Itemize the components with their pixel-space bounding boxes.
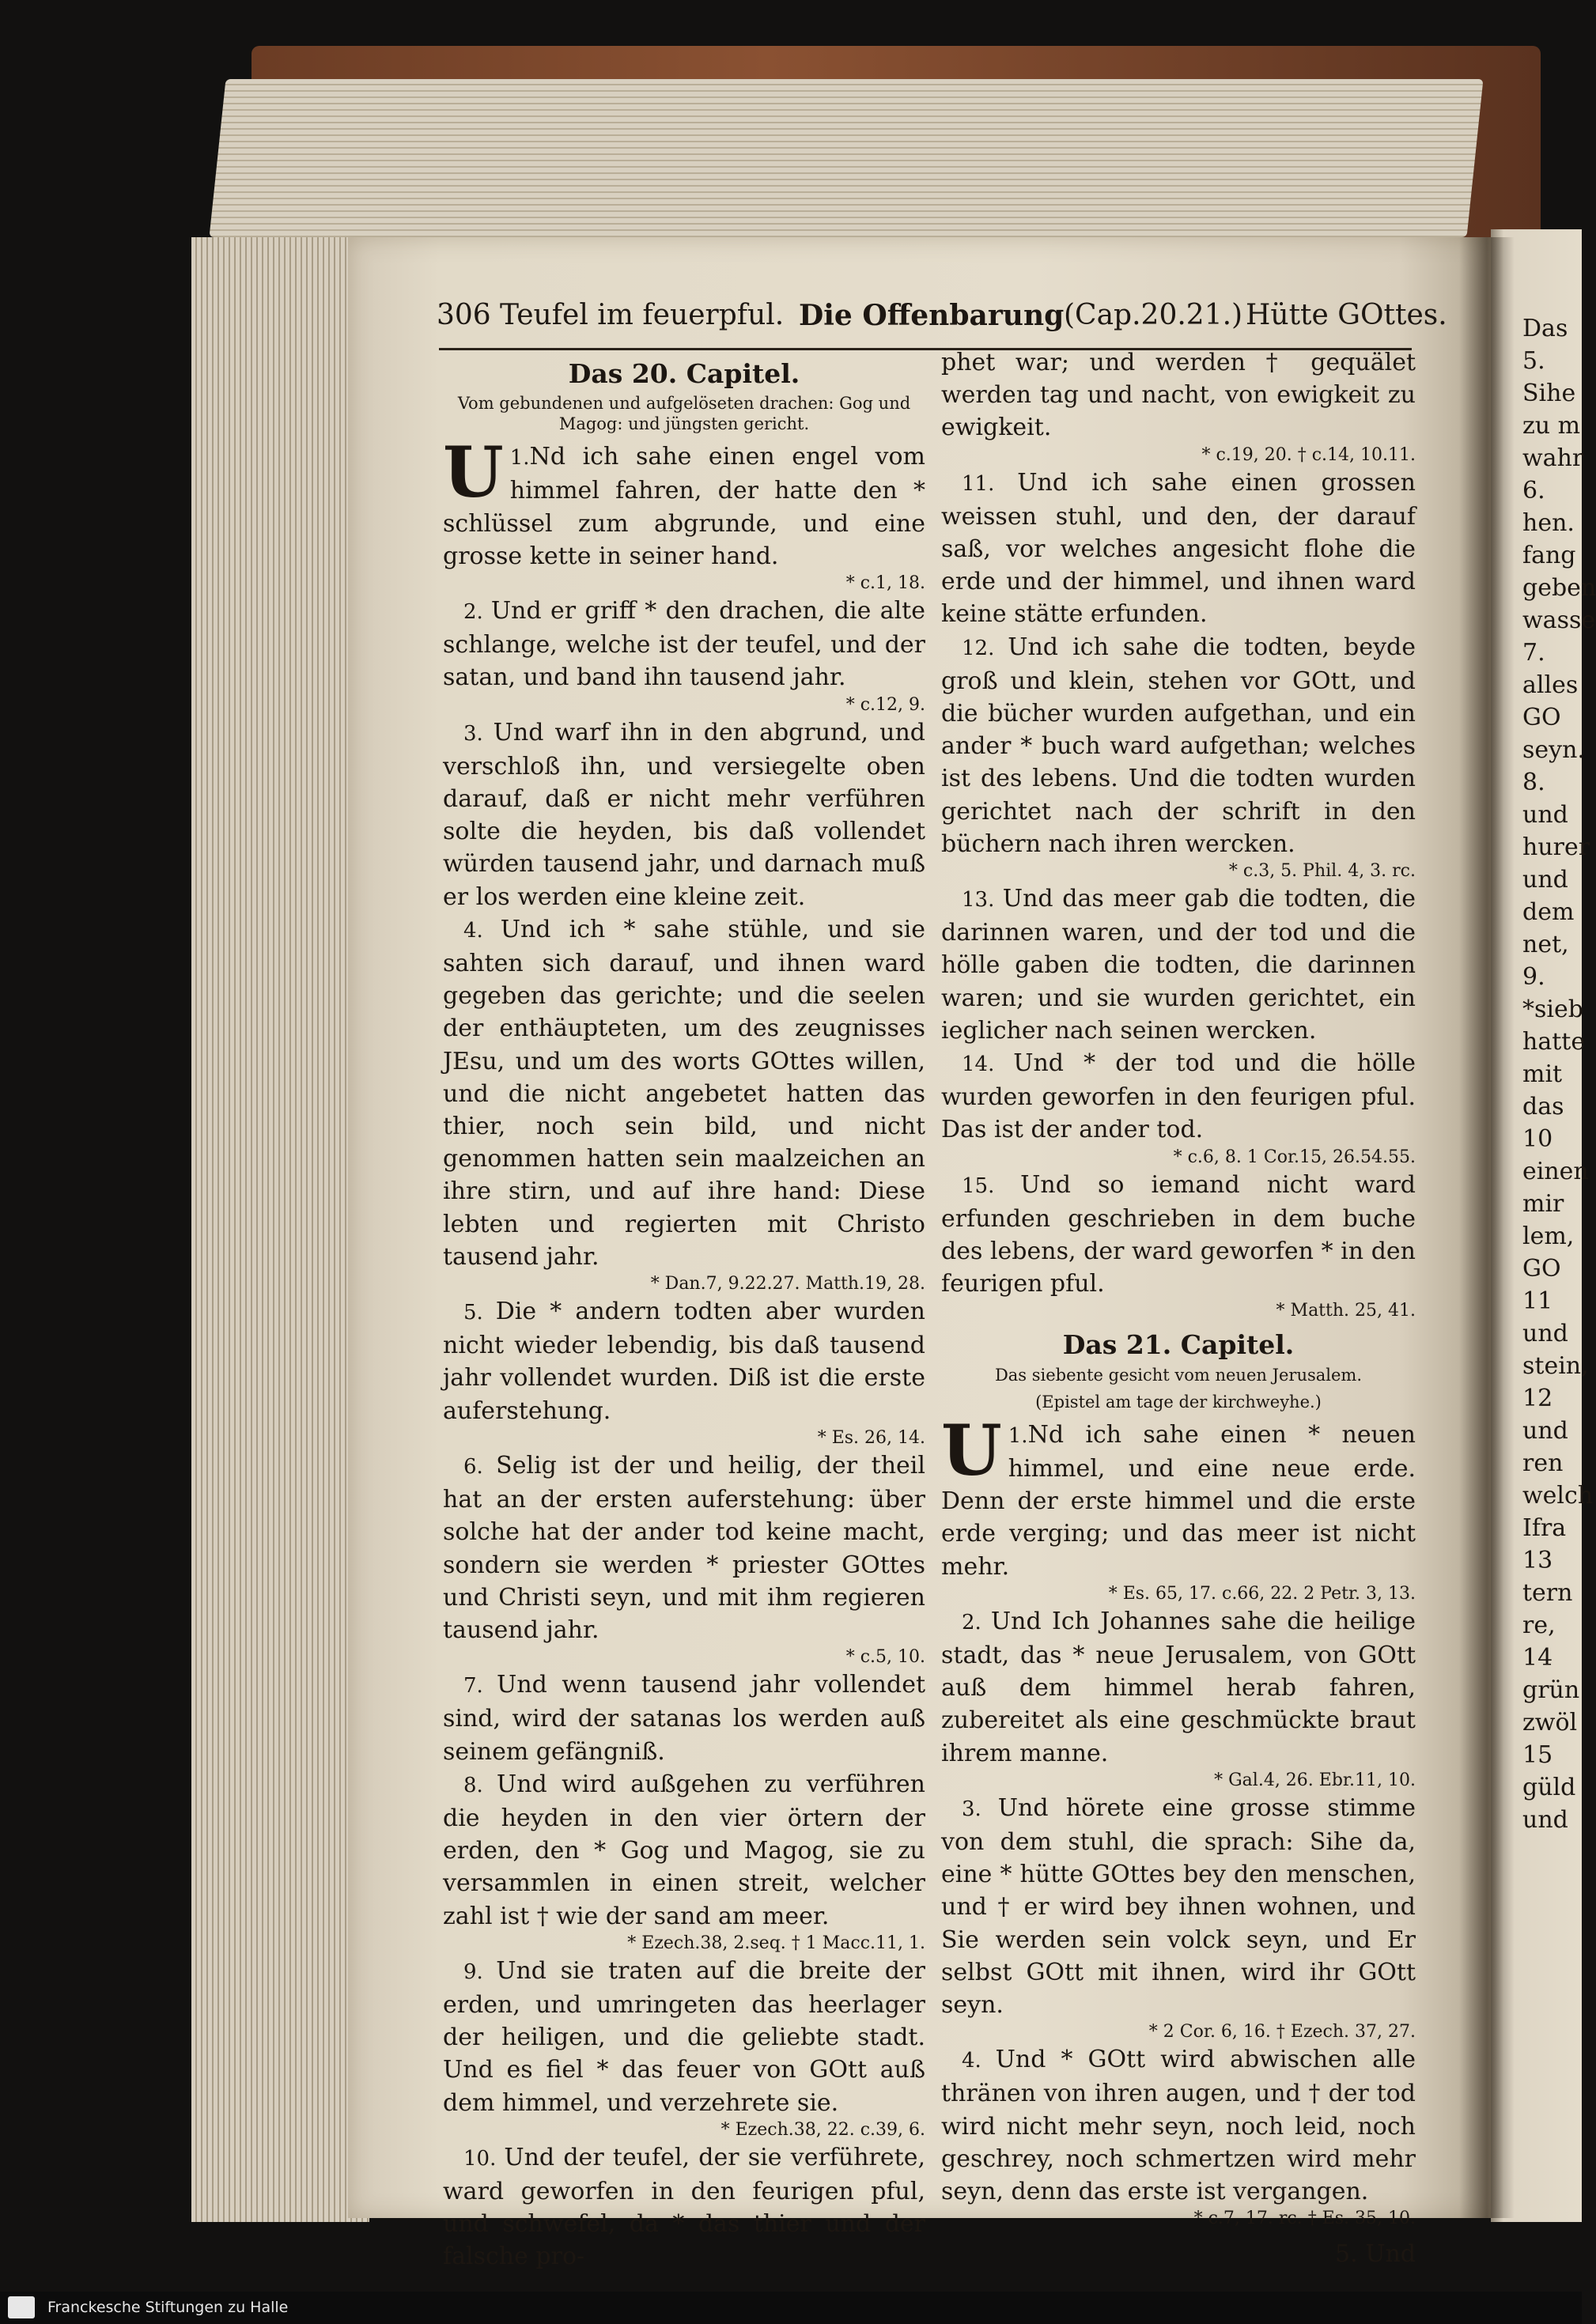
verse-number: 2. (443, 600, 491, 625)
facing-page-fragment: Ifra (1522, 1514, 1567, 1542)
verse-text: Nd ich sahe einen * neuen himmel, und eine neue erde. Denn der erste himmel und die erste erde verging; und das meer ist nicht mehr. (941, 1420, 1416, 1581)
catchword: 5. Und (1335, 2240, 1416, 2269)
facing-page-fragment: 11 (1522, 1287, 1553, 1315)
facing-page-fragment: 8. (1522, 769, 1545, 796)
verse-list (443, 431, 926, 2273)
verse (941, 467, 1416, 631)
facing-page-fragment: GO (1522, 704, 1561, 731)
facing-page-fragment: hurer (1522, 833, 1590, 861)
verse-number: 14. (941, 1052, 1014, 1077)
facing-page-fragment: seyn. (1522, 736, 1585, 764)
facing-page-fragment: mir (1522, 1190, 1564, 1218)
chapter-summary: Vom gebundenen und aufgelöseten drachen: Gog und Magog: und jüngsten gericht. (457, 394, 911, 434)
verse-number: 1. (1008, 1423, 1028, 1448)
verse (443, 595, 925, 694)
verse (443, 1768, 925, 1933)
verse-number: 12. (941, 636, 1008, 660)
facing-page-fragment: alles (1522, 671, 1579, 699)
verse (941, 1605, 1416, 1770)
facing-page-fragment: Das (1522, 315, 1568, 342)
verse-text: Und ich sahe die todten, beyde groß und klein, stehen vor GOtt, und die bücher wurden aufgethan, und ein ander * buch ward aufgethan; welches ist des lebens. Und die todten wurden gerichtet nach der schrift in den büchern nach ihren wercken. (941, 633, 1416, 858)
verse-number: 10. (443, 2146, 505, 2171)
facing-page-fragment: das (1522, 1093, 1564, 1120)
verse-text: Und sie traten auf die breite der erden, und umringeten das heerlager der heiligen, und die geliebte stadt. Und es fiel * das feuer von GOtt auß dem himmel, und verzehrete sie. (443, 1956, 925, 2117)
facing-page-fragment: lem, (1522, 1222, 1575, 1250)
verse-text: Selig ist der und heilig, der theil hat an der ersten auferstehung: über solche hat der ander tod keine macht, sondern sie werden * priester GOttes und Christi seyn, und mit ihm regieren tausend jahr. (443, 1451, 925, 1644)
cross-reference: * Ezech.38, 2.seq. † 1 Macc.11, 1. (627, 1933, 925, 1953)
cross-reference: * c.3, 5. Phil. 4, 3. rc. (1228, 861, 1416, 882)
facing-page-fragment: welch (1522, 1482, 1594, 1510)
cross-reference: * Ezech.38, 22. c.39, 6. (720, 2119, 925, 2140)
facing-page-fragment: net, (1522, 931, 1569, 958)
institution-logo-icon (8, 2296, 35, 2318)
facing-page-fragment: güld (1522, 1774, 1576, 1801)
verse-text: Und der teufel, der sie verführete, ward geworfen in den feurigen pful, und schwefel, da * das thier und der falsche pro- (443, 2143, 925, 2271)
verse-number: 6. (443, 1454, 497, 1479)
facing-page-fragment: hatte (1522, 1028, 1586, 1056)
chapter-title: Das 21. Capitel. (1062, 1329, 1295, 1361)
running-head-center: Die Offenbarung (799, 299, 1065, 332)
verse-list (941, 346, 1416, 1322)
cross-reference: * c.1, 18. (845, 573, 925, 594)
verse-text: Und wird außgehen zu verführen die heyden in den vier örtern der erden, den * Gog und Magog, sie zu versammlen in einen streit, welcher zahl ist † wie der sand am meer. (443, 1770, 925, 1930)
footer-bar (0, 2292, 1582, 2324)
running-head-right: Hütte GOttes. (1246, 299, 1447, 331)
facing-page-fragment: zu m (1522, 412, 1581, 440)
page-edges (191, 237, 369, 2222)
verse-text: Nd ich sahe einen engel vom himmel fahren, der hatte den * schlüssel zum abgrunde, und eine grosse kette in seiner hand. (443, 443, 925, 570)
facing-page-fragment: hen. (1522, 509, 1575, 537)
drop-capital: U (941, 1408, 1002, 1491)
epistle-note: (Epistel am tage der kirchweyhe.) (1035, 1392, 1322, 1411)
facing-page-fragment: einen (1522, 1158, 1589, 1185)
verse-number: 15. (941, 1173, 1021, 1198)
cross-reference: * Matth. 25, 41. (1276, 1301, 1416, 1321)
facing-page-fragment: und (1522, 866, 1568, 894)
facing-page-fragment: 7. (1522, 639, 1545, 667)
cross-reference: * Es. 65, 17. c.66, 22. 2 Petr. 3, 13. (1108, 1583, 1416, 1604)
cross-reference: * c.6, 8. 1 Cor.15, 26.54.55. (1173, 1147, 1416, 1167)
verse-number: 4. (941, 2049, 996, 2073)
verse-number: 13. (941, 888, 1003, 913)
cross-reference: * c.5, 10. (845, 1647, 925, 1668)
verse (941, 1408, 1416, 1583)
verse-text: Und ich sahe einen grossen weissen stuhl, und den, der darauf saß, vor welches angesicht flohe die erde und der himmel, und ihnen ward keine stätte erfunden. (941, 468, 1416, 629)
chapter-title: Das 20. Capitel. (568, 358, 800, 389)
facing-page-fragment: dem (1522, 898, 1575, 926)
facing-page-fragment: und (1522, 1320, 1568, 1347)
verse-text: Und * der tod und die hölle wurden geworfen in den feurigen pful. Das ist der ander tod. (941, 1049, 1416, 1144)
facing-page-fragment: tern (1522, 1579, 1573, 1607)
verse (443, 431, 925, 572)
facing-page-fragment: 9. (1522, 963, 1545, 991)
verse (443, 1449, 925, 1646)
facing-page-fragment: grün (1522, 1676, 1580, 1704)
verse-text: Und wenn tausend jahr vollendet sind, wird der satanas los werden auß seinem gefängniß. (443, 1671, 926, 1766)
chapter-reference: (Cap.20.21.) (1064, 299, 1243, 331)
verse (941, 346, 1416, 444)
right-column (941, 346, 1416, 2270)
verse-text: Und ich * sahe stühle, und sie sahten sich darauf, und ihnen ward gegeben das gerichte; und die seelen der enthäupteten, um des zeugnisses JEsu, und um des worts GOttes willen, und die nicht angebetet hatten das thier, noch sein bild, und nicht genommen hatten sein maalzeichen an ihre stirn, und auf ihre hand: Diese lebten und regierten mit Christo tausend jahr. (443, 915, 925, 1271)
running-head-left: Teufel im feuerpful. (500, 299, 785, 331)
cross-reference: * c.19, 20. † c.14, 10.11. (1201, 444, 1416, 465)
facing-page-fragment: 15 (1522, 1741, 1553, 1769)
left-column (443, 356, 925, 2273)
facing-page-fragment: und (1522, 1417, 1568, 1445)
verse-text: phet war; und werden † gequälet werden tag und nacht, von ewigkeit zu ewigkeit. (941, 349, 1416, 442)
page-number: 306 (437, 299, 491, 331)
chapter-summary: Das siebente gesicht vom neuen Jerusalem. (994, 1365, 1363, 1385)
verse-text: Und so iemand nicht ward erfunden geschrieben in dem buche des lebens, der ward geworfen * in den feurigen pful. (941, 1170, 1416, 1298)
facing-page-fragment: geben (1522, 574, 1596, 602)
verse (443, 1295, 925, 1427)
verse (941, 631, 1416, 860)
cross-reference: * Gal.4, 26. Ebr.11, 10. (1214, 1770, 1416, 1790)
verse (941, 1792, 1416, 2021)
verse (443, 716, 925, 913)
facing-page-fragment: und (1522, 801, 1568, 829)
facing-page-fragment: mit (1522, 1060, 1563, 1088)
facing-page-fragment: ren (1522, 1449, 1564, 1477)
facing-page-fragment: 6. (1522, 477, 1545, 504)
facing-page-fragment: zwöl (1522, 1709, 1578, 1736)
facing-page-fragment: 14 (1522, 1644, 1553, 1672)
verse-number: 9. (443, 1959, 497, 1984)
verse-number: 2. (941, 1610, 991, 1634)
cross-reference: * Es. 26, 14. (817, 1427, 925, 1448)
facing-page-fragment: 5. (1522, 347, 1545, 375)
verse (941, 2043, 1416, 2208)
facing-page-fragment: 10 (1522, 1125, 1553, 1153)
facing-page-fragment: Sihe (1522, 380, 1576, 407)
facing-page-fragment: stein, (1522, 1352, 1589, 1380)
facing-page-fragment: und (1522, 1806, 1568, 1834)
spine-shadow (1459, 237, 1515, 2218)
cross-reference: * 2 Cor. 6, 16. † Ezech. 37, 27. (1148, 2022, 1416, 2042)
verse (443, 1668, 925, 1768)
verse-number: 3. (941, 1797, 998, 1821)
verse-list (941, 1408, 1416, 2230)
verse-text: Und Ich Johannes sahe die heilige stadt, das * neue Jerusalem, von GOtt auß dem himmel herab fahren, zubereitet als eine geschmückte braut ihrem manne. (941, 1607, 1416, 1767)
verse (443, 1955, 925, 2119)
cross-reference: * Dan.7, 9.22.27. Matth.19, 28. (650, 1274, 925, 1294)
facing-page-fragment: wasse (1522, 607, 1596, 634)
facing-page-fragment: 13 (1522, 1547, 1553, 1574)
cross-reference: * c.7, 17. rc. † Es. 35, 10. (1193, 2209, 1416, 2229)
facing-page-fragment: GO (1522, 1255, 1561, 1283)
verse-text: Und das meer gab die todten, die darinnen waren, und der tod und die hölle gaben die todten, die darinnen waren; und sie wurden gerichtet, ein ieglicher nach seinen wercken. (941, 885, 1416, 1045)
page-stack-top (209, 79, 1483, 237)
verse-text: Und warf ihn in den abgrund, und verschloß ihn, und versiegelte oben darauf, daß er nicht mehr verführen solte die heyden, bis daß vollendet würden tausend jahr, und darnach muß er los werden eine kleine zeit. (443, 718, 925, 911)
verse-number: 8. (443, 1773, 497, 1797)
verse (941, 882, 1416, 1047)
cross-reference: * c.12, 9. (845, 694, 925, 715)
verse-number: 7. (443, 1674, 497, 1699)
verse-number: 4. (443, 918, 501, 943)
facing-page-fragment: wahr (1522, 444, 1584, 472)
verse (443, 2141, 925, 2273)
footer-credit: Franckesche Stiftungen zu Halle (47, 2299, 289, 2316)
verse (443, 913, 925, 1273)
verse (941, 1169, 1416, 1301)
facing-page-fragment: 12 (1522, 1385, 1553, 1412)
verse (941, 1047, 1416, 1147)
facing-page-fragment: *sieb (1522, 996, 1583, 1023)
verse-text: Und er griff * den drachen, die alte schlange, welche ist der teufel, und der satan, und band ihn tausend jahr. (443, 597, 925, 692)
verse-text: Und hörete eine grosse stimme von dem stuhl, die sprach: Sihe da, eine * hütte GOttes bey den menschen, und † er wird bey ihnen wohnen, und Sie werden sein volck seyn, und Er selbst GOtt mit ihnen, wird ihr GOtt seyn. (941, 1793, 1416, 2019)
verse-number: 11. (941, 471, 1018, 496)
facing-page-fragment: re, (1522, 1612, 1556, 1639)
drop-capital: U (443, 431, 504, 514)
verse-number: 1. (509, 446, 530, 470)
verse-number: 5. (443, 1301, 496, 1325)
verse-text: Die * andern todten aber wurden nicht wieder lebendig, bis daß tausend jahr vollendet wurden. Diß ist die erste auferstehung. (443, 1298, 925, 1425)
facing-page-text (1522, 312, 1596, 1894)
verse-number: 3. (443, 721, 494, 746)
facing-page-fragment: fang (1522, 542, 1576, 569)
verse-text: Und * GOtt wird abwischen alle thränen von ihren augen, und † der tod wird nicht mehr seyn, noch leid, noch geschrey, noch schmertzen wird mehr seyn, denn das erste ist vergangen. (941, 2046, 1416, 2205)
